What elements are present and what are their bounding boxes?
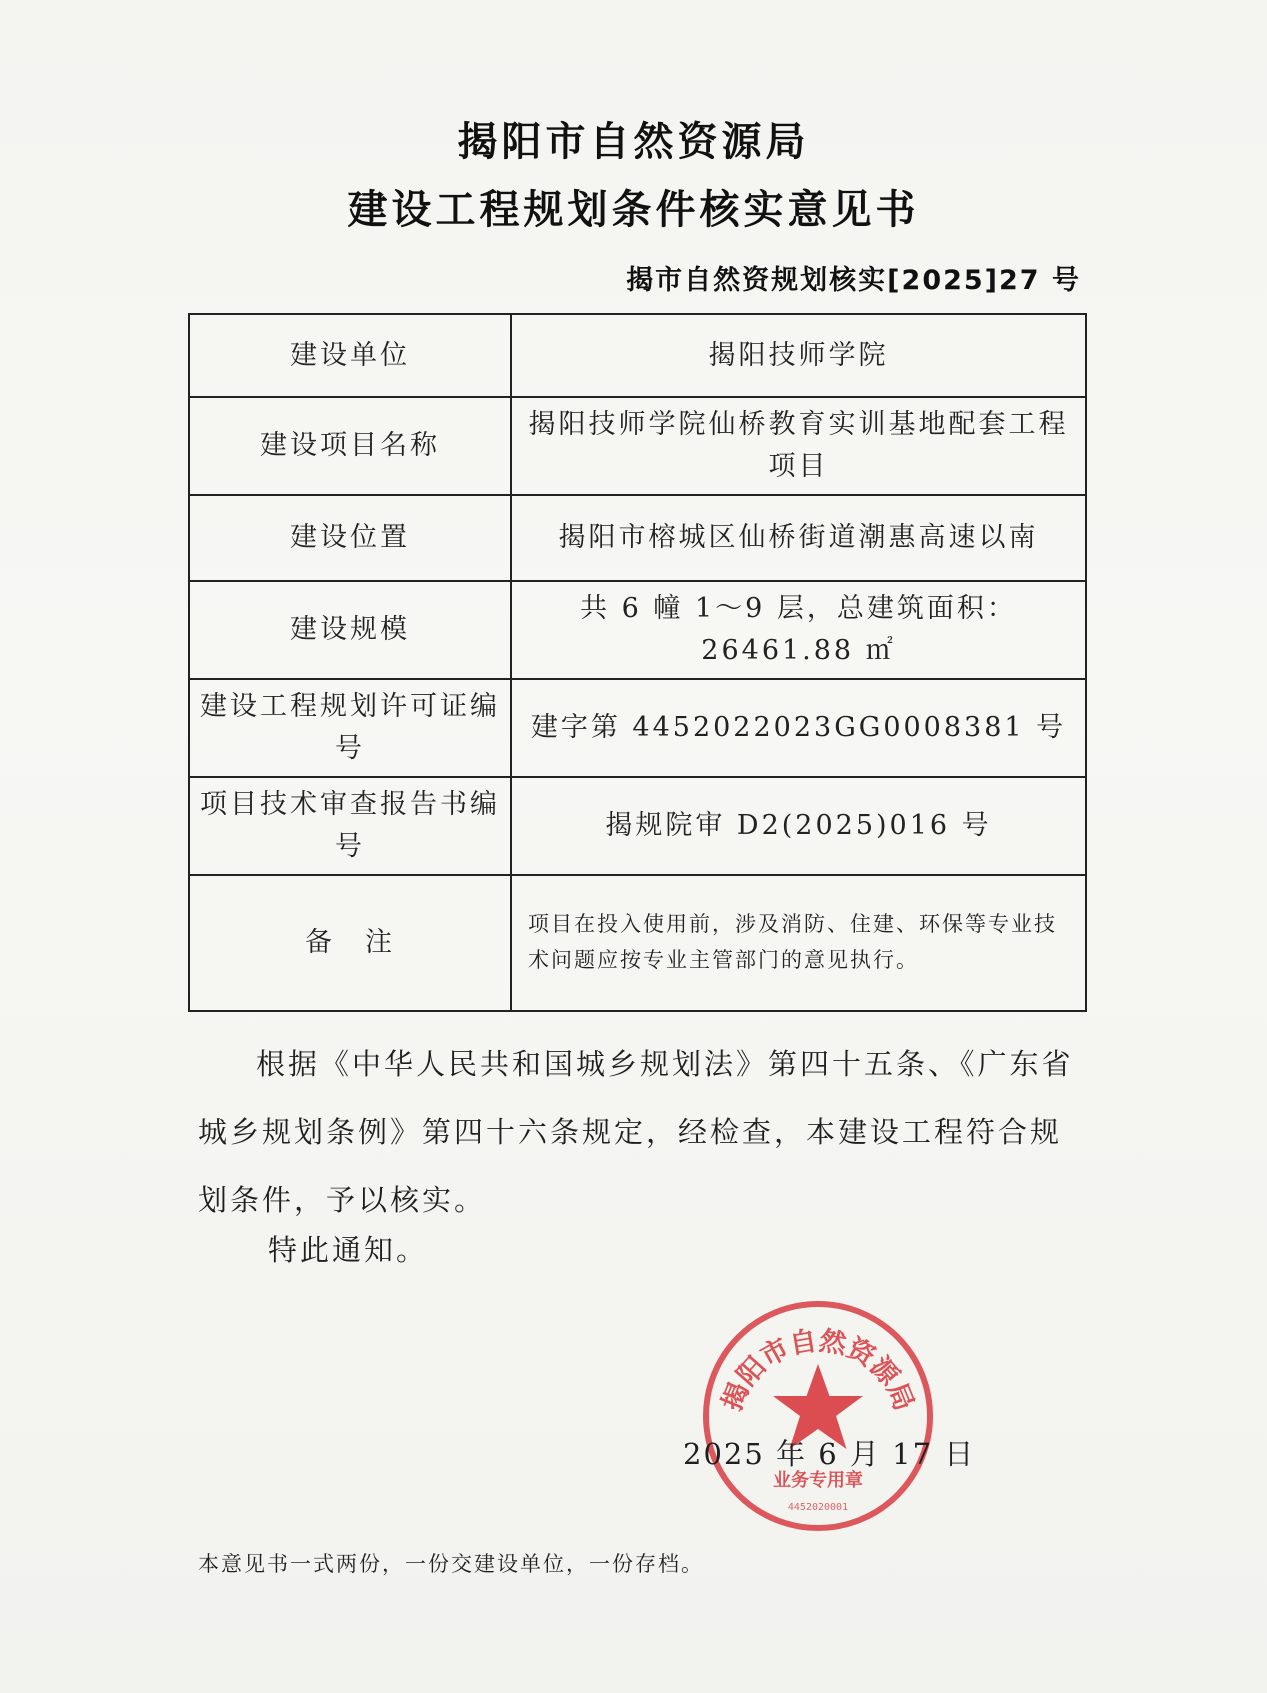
row-label-scale: 建设规模 — [189, 581, 511, 679]
row-value-remarks: 项目在投入使用前，涉及消防、住建、环保等专业技术问题应按专业主管部门的意见执行。 — [511, 875, 1086, 1011]
table-row — [189, 679, 1086, 777]
document-title: 建设工程规划条件核实意见书 — [347, 187, 920, 233]
seal-org-text: 揭阳市自然资源局 — [716, 1325, 920, 1416]
row-value-scale: 共 6 幢 1～9 层，总建筑面积：26461.88 ㎡ — [511, 581, 1086, 679]
table-row — [189, 314, 1086, 397]
row-label-builder: 建设单位 — [189, 314, 511, 397]
row-label-permit-number: 建设工程规划许可证编号 — [189, 679, 511, 777]
table-row — [189, 397, 1086, 495]
body-paragraph: 根据《中华人民共和国城乡规划法》第四十五条、《广东省城乡规划条例》第四十六条规定，经检查，本建设工程符合规划条件，予以核实。 — [198, 1047, 1074, 1217]
issue-date: 2025 年 6 月 17 日 — [683, 1437, 976, 1471]
seal-use-text: 业务专用章 — [773, 1470, 863, 1491]
row-value-project-name: 揭阳技师学院仙桥教育实训基地配套工程项目 — [511, 397, 1086, 495]
project-info-table — [188, 313, 1087, 1012]
row-label-review-number: 项目技术审查报告书编号 — [189, 777, 511, 875]
table-row — [189, 777, 1086, 875]
seal-serial: 4452020001 — [787, 1502, 849, 1513]
row-value-location: 揭阳市榕城区仙桥街道潮惠高速以南 — [511, 495, 1086, 581]
row-label-project-name: 建设项目名称 — [189, 397, 511, 495]
row-value-permit-number: 建字第 4452022023GG0008381 号 — [511, 679, 1086, 777]
row-label-remarks: 备 注 — [189, 875, 511, 1011]
row-value-review-number: 揭规院审 D2(2025)016 号 — [511, 777, 1086, 875]
document-number: 揭市自然资规划核实[2025]27 号 — [626, 265, 1081, 296]
footer-note: 本意见书一式两份，一份交建设单位，一份存档。 — [198, 1552, 704, 1576]
table-row — [189, 875, 1086, 1011]
notice-text: 特此通知。 — [268, 1233, 429, 1267]
row-label-location: 建设位置 — [189, 495, 511, 581]
row-value-builder: 揭阳技师学院 — [511, 314, 1086, 397]
table-row — [189, 495, 1086, 581]
official-seal — [700, 1298, 936, 1534]
table-row — [189, 581, 1086, 679]
agency-title: 揭阳市自然资源局 — [457, 119, 810, 165]
